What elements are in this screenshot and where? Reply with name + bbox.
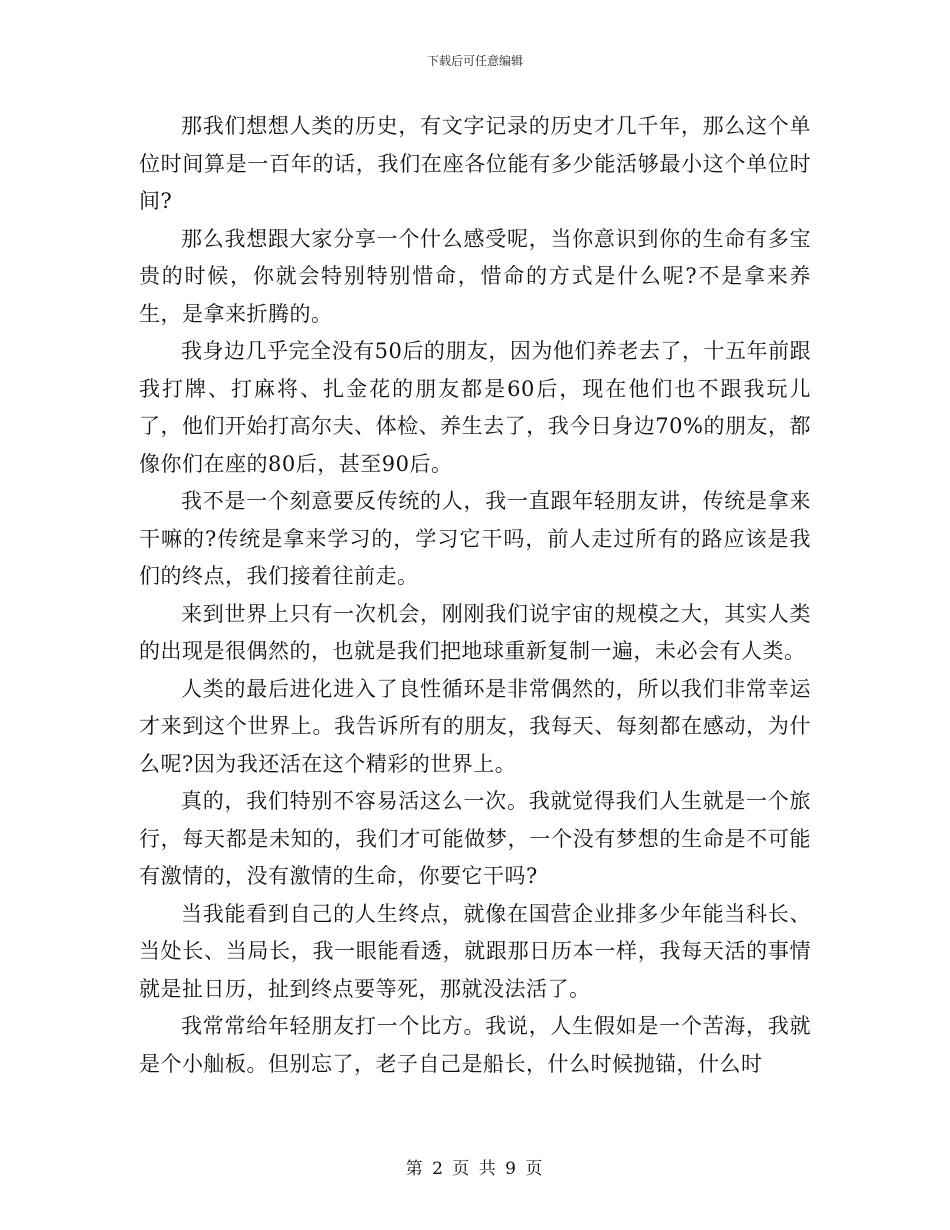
paragraph: 我不是一个刻意要反传统的人，我一直跟年轻朋友讲，传统是拿来干嘛的?传统是拿来学习的，学习它干吗，前人走过所有的路应该是我们的终点，我们接着往前走。 bbox=[139, 489, 811, 588]
paragraph: 那么我想跟大家分享一个什么感受呢，当你意识到你的生命有多宝贵的时候，你就会特别特别惜命，惜命的方式是什么呢?不是拿来养生，是拿来折腾的。 bbox=[139, 226, 811, 326]
paragraph: 那我们想想人类的历史，有文字记录的历史才几千年，那么这个单位时间算是一百年的话，我们在座各位能有多少能活够最小这个单位时间? bbox=[139, 114, 811, 213]
paragraph: 我常常给年轻朋友打一个比方。我说，人生假如是一个苦海，我就是个小舢板。但别忘了，老子自己是船长，什么时候抛锚，什么时 bbox=[139, 1014, 811, 1076]
page-header: 下载后可任意编辑 bbox=[426, 54, 523, 68]
paragraph: 我身边几乎完全没有50后的朋友，因为他们养老去了，十五年前跟我打牌、打麻将、扎金花的朋友都是60后，现在他们也不跟我玩儿了，他们开始打高尔夫、体检、养生去了，我今日身边70%的朋友，都像你们在座的80后，甚至90后。 bbox=[139, 339, 811, 476]
paragraph: 来到世界上只有一次机会，刚刚我们说宇宙的规模之大，其实人类的出现是很偶然的，也就是我们把地球重新复制一遍，未必会有人类。 bbox=[139, 601, 811, 663]
paragraph: 当我能看到自己的人生终点，就像在国营企业排多少年能当科长、当处长、当局长，我一眼能看透，就跟那日历本一样，我每天活的事情就是扯日历，扯到终点要等死，那就没法活了。 bbox=[139, 901, 811, 1001]
paragraph: 人类的最后进化进入了良性循环是非常偶然的，所以我们非常幸运才来到这个世界上。我告诉所有的朋友，我每天、每刻都在感动，为什么呢?因为我还活在这个精彩的世界上。 bbox=[139, 676, 811, 776]
document-body bbox=[139, 108, 811, 1083]
paragraph: 真的，我们特别不容易活这么一次。我就觉得我们人生就是一个旅行，每天都是未知的，我们才可能做梦，一个没有梦想的生命是不可能有激情的，没有激情的生命，你要它干吗? bbox=[139, 789, 811, 888]
page-number: 第 2 页 共 9 页 bbox=[405, 1159, 545, 1179]
